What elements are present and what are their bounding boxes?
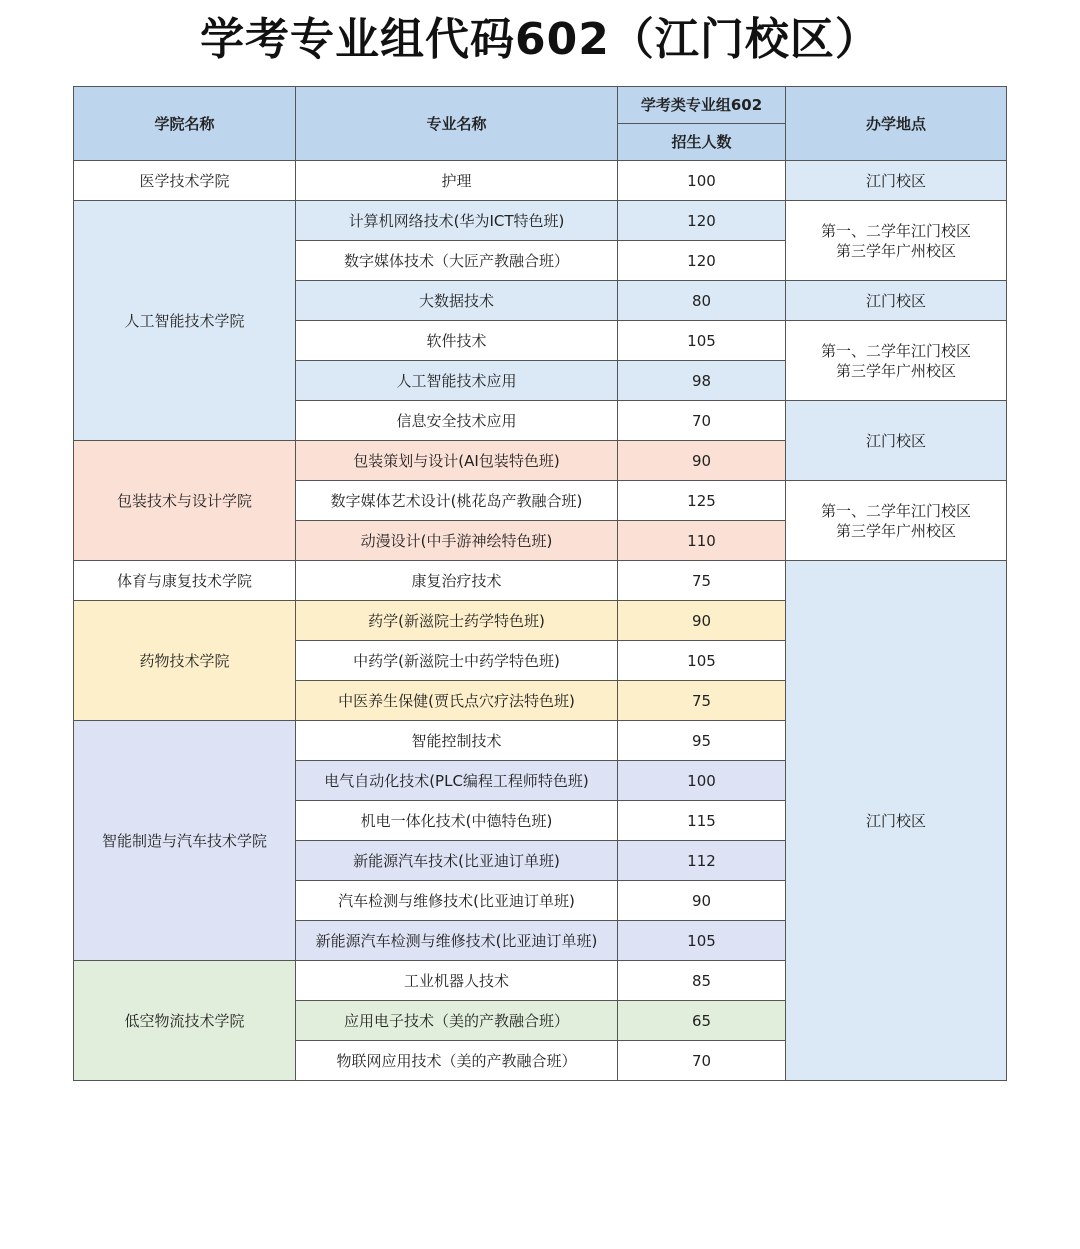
quota-cell: 115 <box>618 801 786 841</box>
major-cell: 数字媒体技术（大匠产教融合班） <box>296 241 618 281</box>
major-cell: 电气自动化技术(PLC编程工程师特色班) <box>296 761 618 801</box>
header-major: 专业名称 <box>296 87 618 161</box>
quota-cell: 90 <box>618 601 786 641</box>
quota-cell: 70 <box>618 401 786 441</box>
major-cell: 软件技术 <box>296 321 618 361</box>
quota-cell: 80 <box>618 281 786 321</box>
header-location: 办学地点 <box>786 87 1007 161</box>
enrollment-table <box>73 86 1007 1081</box>
location-cell: 江门校区 <box>786 561 1007 1081</box>
major-cell: 新能源汽车检测与维修技术(比亚迪订单班) <box>296 921 618 961</box>
table-row <box>74 161 1007 201</box>
major-cell: 中药学(新滋院士中药学特色班) <box>296 641 618 681</box>
college-cell: 包装技术与设计学院 <box>74 441 296 561</box>
college-cell: 人工智能技术学院 <box>74 201 296 441</box>
header-college: 学院名称 <box>74 87 296 161</box>
major-cell: 数字媒体艺术设计(桃花岛产教融合班) <box>296 481 618 521</box>
major-cell: 汽车检测与维修技术(比亚迪订单班) <box>296 881 618 921</box>
quota-cell: 100 <box>618 161 786 201</box>
quota-cell: 70 <box>618 1041 786 1081</box>
quota-cell: 125 <box>618 481 786 521</box>
major-cell: 包装策划与设计(AI包装特色班) <box>296 441 618 481</box>
major-cell: 大数据技术 <box>296 281 618 321</box>
quota-cell: 100 <box>618 761 786 801</box>
quota-cell: 75 <box>618 681 786 721</box>
quota-cell: 105 <box>618 321 786 361</box>
page-title: 学考专业组代码602（江门校区） <box>200 14 880 65</box>
college-cell: 体育与康复技术学院 <box>74 561 296 601</box>
quota-cell: 90 <box>618 441 786 481</box>
major-cell: 机电一体化技术(中德特色班) <box>296 801 618 841</box>
location-cell <box>786 481 1007 561</box>
quota-cell: 105 <box>618 921 786 961</box>
location-cell <box>786 321 1007 401</box>
location-cell <box>786 201 1007 281</box>
college-cell: 医学技术学院 <box>74 161 296 201</box>
major-cell: 康复治疗技术 <box>296 561 618 601</box>
quota-cell: 120 <box>618 201 786 241</box>
location-line: 第三学年广州校区 <box>835 361 956 380</box>
location-line: 第三学年广州校区 <box>835 521 956 540</box>
quota-cell: 105 <box>618 641 786 681</box>
college-cell: 药物技术学院 <box>74 601 296 721</box>
major-cell: 新能源汽车技术(比亚迪订单班) <box>296 841 618 881</box>
major-cell: 物联网应用技术（美的产教融合班） <box>296 1041 618 1081</box>
quota-cell: 95 <box>618 721 786 761</box>
college-cell: 智能制造与汽车技术学院 <box>74 721 296 961</box>
location-line: 第一、二学年江门校区 <box>820 501 971 520</box>
major-cell: 护理 <box>296 161 618 201</box>
major-cell: 人工智能技术应用 <box>296 361 618 401</box>
header-group: 学考类专业组602 <box>618 87 786 124</box>
location-line: 第一、二学年江门校区 <box>820 221 971 240</box>
quota-cell: 65 <box>618 1001 786 1041</box>
location-cell: 江门校区 <box>786 281 1007 321</box>
major-cell: 动漫设计(中手游神绘特色班) <box>296 521 618 561</box>
table-row <box>74 561 1007 601</box>
major-cell: 药学(新滋院士药学特色班) <box>296 601 618 641</box>
location-line: 第三学年广州校区 <box>835 241 956 260</box>
header-quota: 招生人数 <box>618 124 786 161</box>
quota-cell: 90 <box>618 881 786 921</box>
table-row <box>74 201 1007 241</box>
major-cell: 中医养生保健(贾氏点穴疗法特色班) <box>296 681 618 721</box>
location-cell: 江门校区 <box>786 401 1007 481</box>
quota-cell: 98 <box>618 361 786 401</box>
major-cell: 应用电子技术（美的产教融合班） <box>296 1001 618 1041</box>
table-header-row <box>74 87 1007 124</box>
major-cell: 计算机网络技术(华为ICT特色班) <box>296 201 618 241</box>
quota-cell: 120 <box>618 241 786 281</box>
quota-cell: 110 <box>618 521 786 561</box>
major-cell: 智能控制技术 <box>296 721 618 761</box>
quota-cell: 85 <box>618 961 786 1001</box>
quota-cell: 112 <box>618 841 786 881</box>
location-cell: 江门校区 <box>786 161 1007 201</box>
college-cell: 低空物流技术学院 <box>74 961 296 1081</box>
location-line: 第一、二学年江门校区 <box>820 341 971 360</box>
major-cell: 信息安全技术应用 <box>296 401 618 441</box>
quota-cell: 75 <box>618 561 786 601</box>
major-cell: 工业机器人技术 <box>296 961 618 1001</box>
